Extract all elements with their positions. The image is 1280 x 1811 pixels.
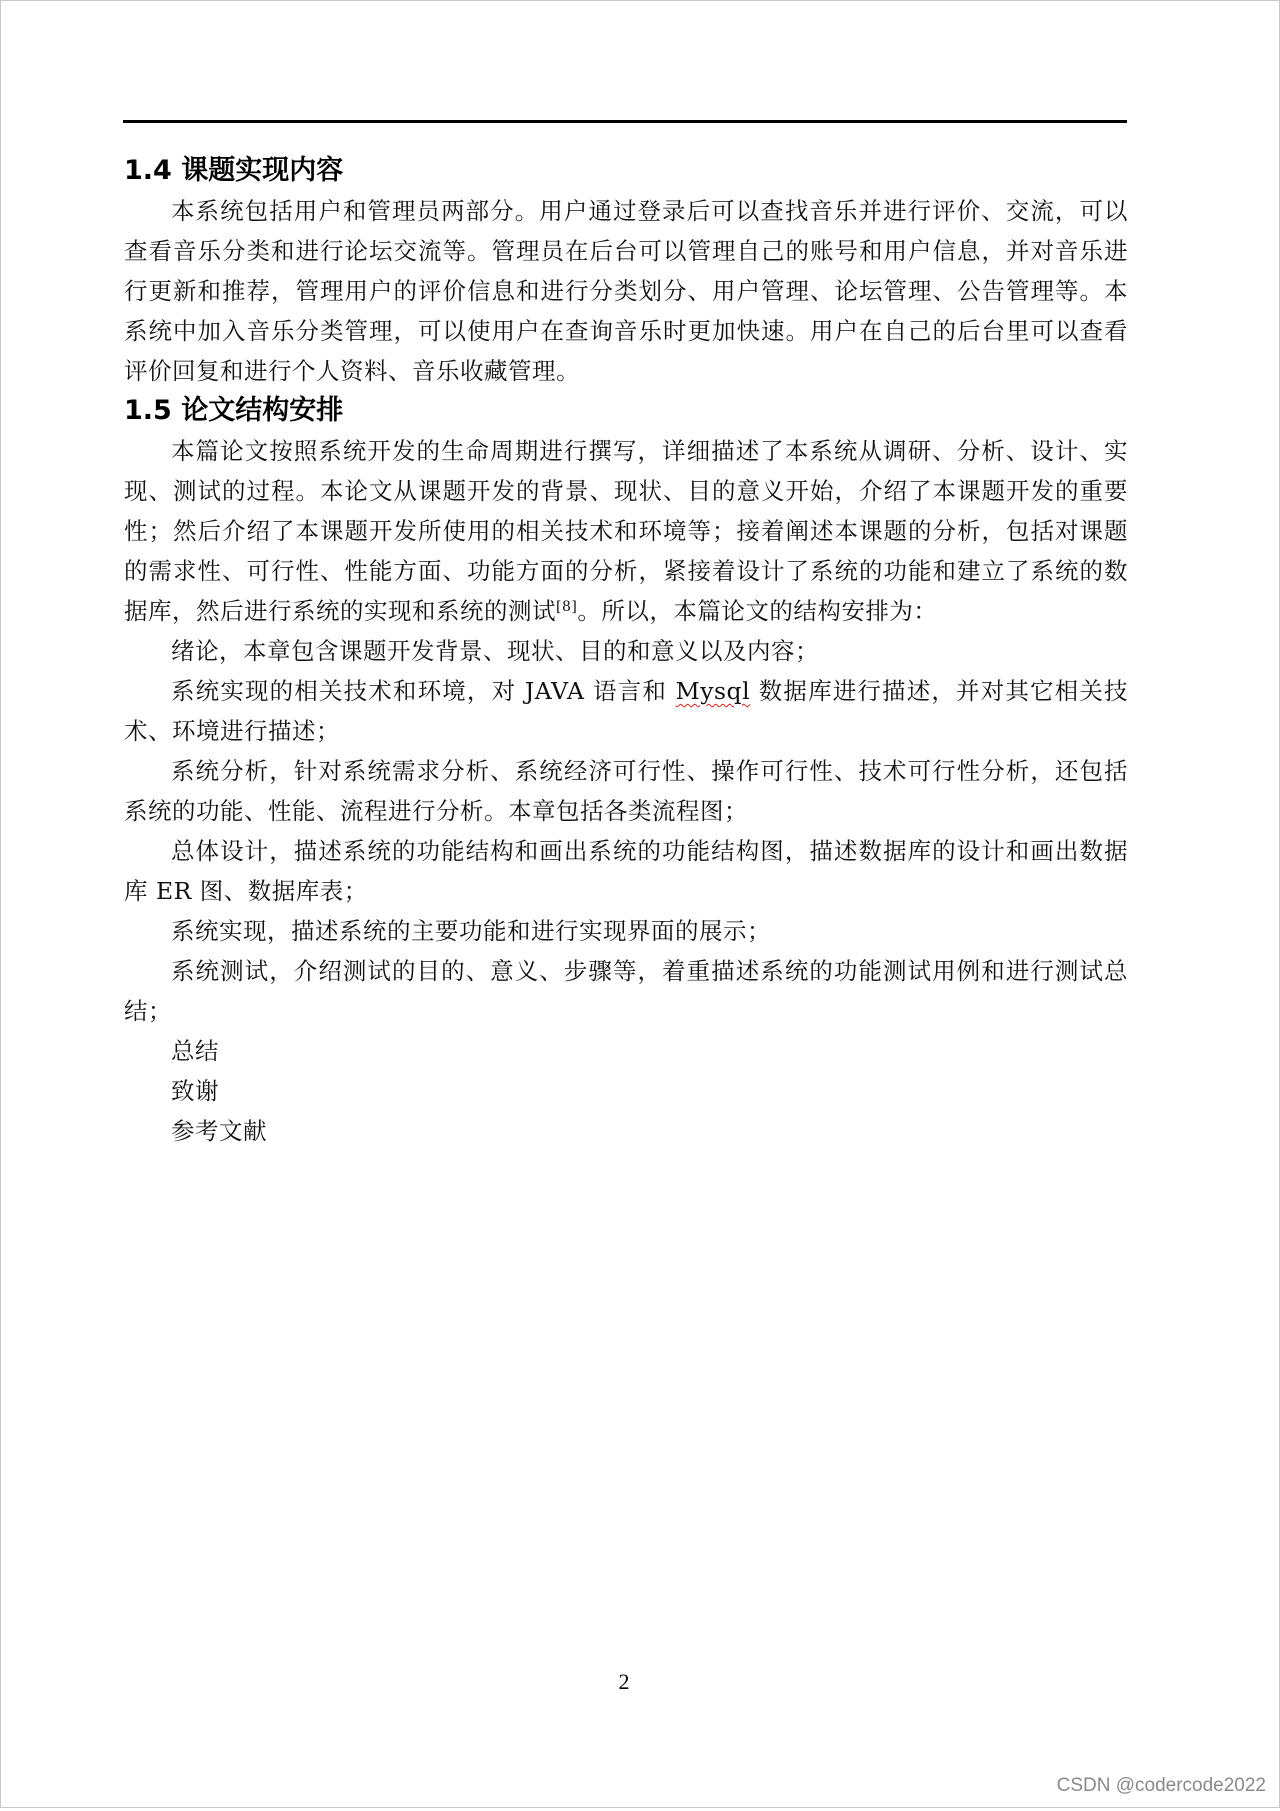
citation-reference[interactable]: [8] (556, 599, 578, 615)
structure-item-testing: 系统测试，介绍测试的目的、意义、步骤等，着重描述系统的功能测试用例和进行测试总结； (124, 957, 1128, 1025)
structure-item-technology (124, 671, 1128, 751)
section-heading-1-4: 1.4 课题实现内容 (124, 155, 344, 186)
structure-item-introduction: 绪论，本章包含课题开发背景、现状、目的和意义以及内容； (171, 637, 819, 665)
watermark: CSDN @codercode2022 (1056, 1775, 1266, 1796)
section-heading-1-5: 1.5 论文结构安排 (124, 395, 344, 426)
structure-item-acknowledgements: 致谢 (171, 1077, 219, 1105)
header-rule-divider (123, 120, 1127, 123)
structure-item-design: 总体设计，描述系统的功能结构和画出系统的功能结构图，描述数据库的设计和画出数据库 ER 图、数据库表； (124, 837, 1128, 905)
intro-text: 本篇论文按照系统开发的生命周期进行撰写，详细描述了本系统从调研、分析、设计、实现、测试的过程。本论文从课题开发的背景、现状、目的意义开始，介绍了本课题开发的重要性；然后介绍了本课题开发所使用的相关技术和环境等；接着阐述本课题的分析，包括对课题的需求性、可行性、性能方面、功能方面的分析，紧接着设计了系统的功能和建立了系统的数据库，然后进行系统的实现和系统的测试 (124, 437, 1128, 625)
item-text-tail: 数据库进行描述，并对其它相关技术、环境进行描述； (124, 677, 1128, 745)
structure-item-implementation: 系统实现，描述系统的主要功能和进行实现界面的展示； (171, 917, 771, 945)
section-1-4-paragraph: 本系统包括用户和管理员两部分。用户通过登录后可以查找音乐并进行评价、交流，可以查看音乐分类和进行论坛交流等。管理员在后台可以管理自己的账号和用户信息，并对音乐进行更新和推荐，管理用户的评价信息和进行分类划分、用户管理、论坛管理、公告管理等。本系统中加入音乐分类管理，可以使用户在查询音乐时更加快速。用户在自己的后台里可以查看评价回复和进行个人资料、音乐收藏管理。 (124, 197, 1128, 385)
page-number: 2 (618, 1669, 630, 1694)
structure-item-analysis: 系统分析，针对系统需求分析、系统经济可行性、操作可行性、技术可行性分析，还包括系统的功能、性能、流程进行分析。本章包括各类流程图； (124, 757, 1128, 825)
intro-text-tail: 。所以，本篇论文的结构安排为： (577, 597, 938, 625)
section-1-5-intro-paragraph (124, 431, 1128, 631)
page-content (124, 151, 1128, 1151)
spellcheck-flagged-word: Mysql (675, 677, 751, 705)
structure-item-summary: 总结 (171, 1037, 219, 1065)
item-text: 系统实现的相关技术和环境，对 JAVA 语言和 (171, 677, 676, 705)
structure-item-references: 参考文献 (171, 1117, 267, 1145)
